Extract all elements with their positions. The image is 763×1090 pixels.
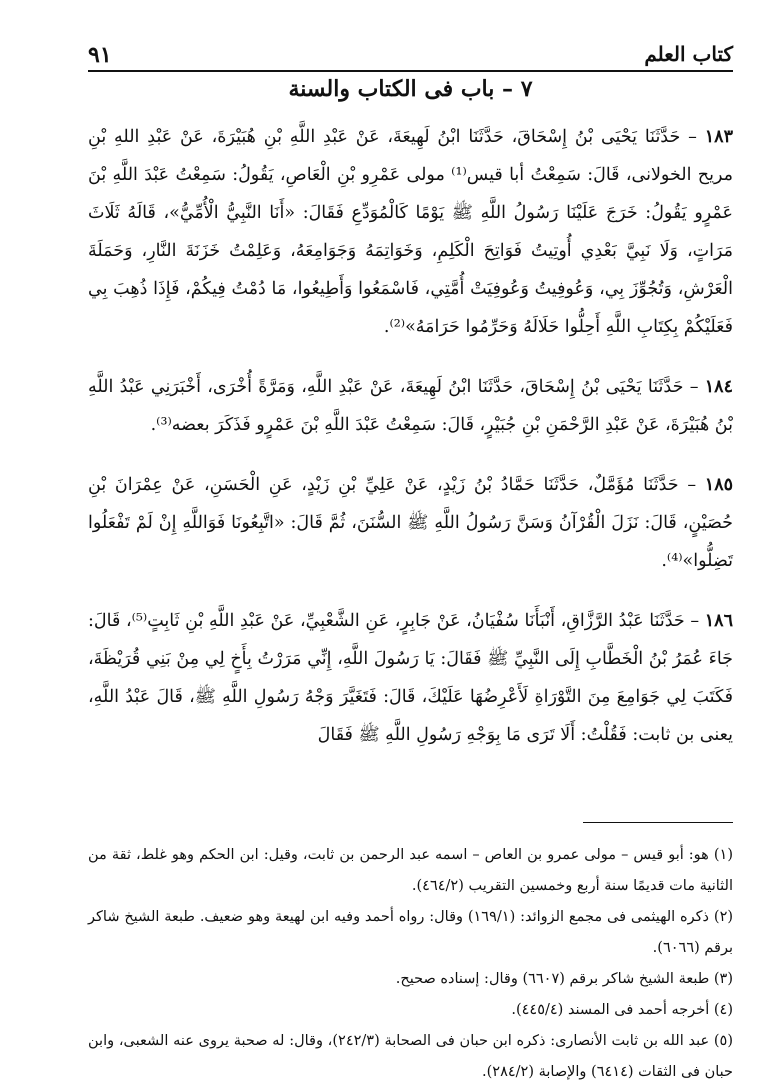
footnote-text: هو: أبو قيس – مولى عمرو بن العاص – اسمه عبد الرحمن بن ثابت، وقيل: ابن الحكم وهو غلط، ثقة من الثانية مات قديمًا سنة أربع وخمسين التقريب (٤٦٤/٢).	[88, 847, 733, 894]
hadith-text: – حَدَّثَنَا يَحْيَى بْنُ إِسْحَاقَ، حَدَّثَنَا ابْنُ لَهِيعَةَ، عَنْ عَبْدِ اللَّهِ، وَمَرَّةً أُخْرَى، أَخْبَرَنِي عَبْدُ اللَّهِ بْنُ هُبَيْرَةَ، عَنْ عَبْدِ الرَّحْمَنِ بْنِ جُبَيْرٍ، قَالَ: سَمِعْتُ عَبْدَ اللَّهِ بْنَ عَمْرٍو فَذَكَرَ بعضه⁽³⁾.	[88, 377, 733, 435]
footnote-divider	[583, 822, 733, 823]
footnote-5	[88, 1026, 733, 1088]
hadith-text: – حَدَّثَنَا مُؤَمَّلٌ، حَدَّثَنَا حَمَّادُ بْنُ زَيْدٍ، عَنْ عَلِيِّ بْنِ زَيْدٍ، عَنِ الْحَسَنِ، عَنْ عِمْرَانَ بْنِ حُصَيْنٍ، قَالَ: نَزَلَ الْقُرْآنُ وَسَنَّ رَسُولُ اللَّهِ ﷺ السُّنَنَ، ثُمَّ قَالَ: «اتَّبِعُونَا فَوَاللَّهِ إِنْ لَمْ تَفْعَلُوا تَضِلُّوا»⁽⁴⁾.	[88, 475, 733, 571]
chapter-title: ٧ – باب فى الكتاب والسنة	[288, 76, 533, 102]
hadith-183	[88, 118, 733, 346]
footnote-3	[88, 964, 733, 995]
hadith-text: – حَدَّثَنَا عَبْدُ الرَّزَّاقِ، أَنْبَأَنَا سُفْيَانُ، عَنْ جَابِرٍ، عَنِ الشَّعْبِيِّ، عَنْ عَبْدِ اللَّهِ بْنِ ثَابِتٍ⁽⁵⁾، قَالَ: جَاءَ عُمَرُ بْنُ الْخَطَّابِ إِلَى النَّبِيِّ ﷺ فَقَالَ: يَا رَسُولَ اللَّهِ، إِنِّي مَرَرْتُ بِأَخٍ لِي مِنْ بَنِي قُرَيْظَةَ، فَكَتَبَ لِي جَوَامِعَ مِنَ التَّوْرَاةِ لَأَعْرِضُهَا عَلَيْكَ، قَالَ: فَتَغَيَّرَ وَجْهُ رَسُولِ اللَّهِ ﷺ، قَالَ عَبْدُ اللَّهِ، يعنى بن ثابت: فَقُلْتُ: أَلَا تَرَى مَا بِوَجْهِ رَسُولِ اللَّهِ ﷺ فَقَالَ	[88, 611, 733, 745]
hadith-186	[88, 602, 733, 754]
footnote-text: طبعة الشيخ شاكر برقم (٦٦٠٧) وقال: إسناده صحيح.	[395, 971, 710, 987]
footnote-marker: (٣)	[713, 971, 733, 987]
book-title: كتاب العلم	[644, 42, 733, 66]
page-header	[88, 36, 733, 72]
footnotes	[88, 840, 733, 1088]
hadith-text: – حَدَّثَنَا يَحْيَى بْنُ إِسْحَاقَ، حَدَّثَنَا ابْنُ لَهِيعَةَ، عَنْ عَبْدِ اللَّهِ بْنِ هُبَيْرَةَ، عَنْ عَبْدِ اللهِ بْنِ مريح الخولانى، قَالَ: سَمِعْتُ أبا قيس⁽¹⁾ مولى عَمْرِو بْنِ الْعَاصِ، يَقُولُ: سَمِعْتُ عَبْدَ اللَّهِ بْنَ عَمْرٍو يَقُولُ: خَرَجَ عَلَيْنَا رَسُولُ اللَّهِ ﷺ يَوْمًا كَالْمُوَدِّعِ فَقَالَ: «أَنَا النَّبِيُّ الْأُمِّيُّ»، قَالَهُ ثَلَاثَ مَرَاتٍ، وَلَا نَبِيَّ بَعْدِي أُوتِيتُ فَوَاتِحَ الْكَلِمِ، وَخَوَاتِمَهُ وَجَوَامِعَهُ، وَعَلِمْتُ خَزَنَةَ النَّارِ، وَحَمَلَةَ الْعَرْشِ، وَتُجُوِّزَ بِي، وَعُوفِيتُ وَعُوفِيَتْ أُمَّتِي، فَاسْمَعُوا وَأَطِيعُوا، مَا دُمْتُ فِيكُمْ، فَإِذَا ذُهِبَ بِي فَعَلَيْكُمْ بِكِتَابِ اللَّهِ أَحِلُّوا حَلَالَهُ وَحَرِّمُوا حَرَامَهُ»⁽²⁾.	[88, 127, 733, 337]
hadith-number: ١٨٤	[704, 377, 733, 397]
page-number: ٩١	[88, 42, 112, 68]
footnote-text: ذكره الهيثمى فى مجمع الزوائد: (١٦٩/١) وقال: رواه أحمد وفيه ابن لهيعة وهو ضعيف. طبعة الشيخ شاكر برقم (٦٠٦٦).	[88, 909, 733, 956]
footnote-marker: (١)	[713, 847, 734, 863]
footnote-1	[88, 840, 733, 902]
hadith-number: ١٨٥	[704, 475, 733, 495]
footnote-2	[88, 902, 733, 964]
hadith-185	[88, 466, 733, 580]
hadith-184	[88, 368, 733, 444]
footnote-marker: (٤)	[713, 1002, 733, 1018]
footnote-text: أخرجه أحمد فى المسند (٤٤٥/٤).	[511, 1002, 710, 1018]
footnote-marker: (٥)	[713, 1033, 733, 1049]
footnote-marker: (٢)	[713, 909, 734, 925]
hadith-number: ١٨٣	[704, 127, 733, 147]
hadith-number: ١٨٦	[704, 611, 733, 631]
hadith-list	[88, 118, 733, 776]
footnote-text: عبد الله بن ثابت الأنصارى: ذكره ابن حبان فى الصحابة (٢٤٢/٣)، وقال: له صحبة يروى عنه الشعبى، وابن حبان فى الثقات (٦٤١٤) والإصابة (٢٨٤/٢).	[88, 1033, 733, 1080]
footnote-4	[88, 995, 733, 1026]
